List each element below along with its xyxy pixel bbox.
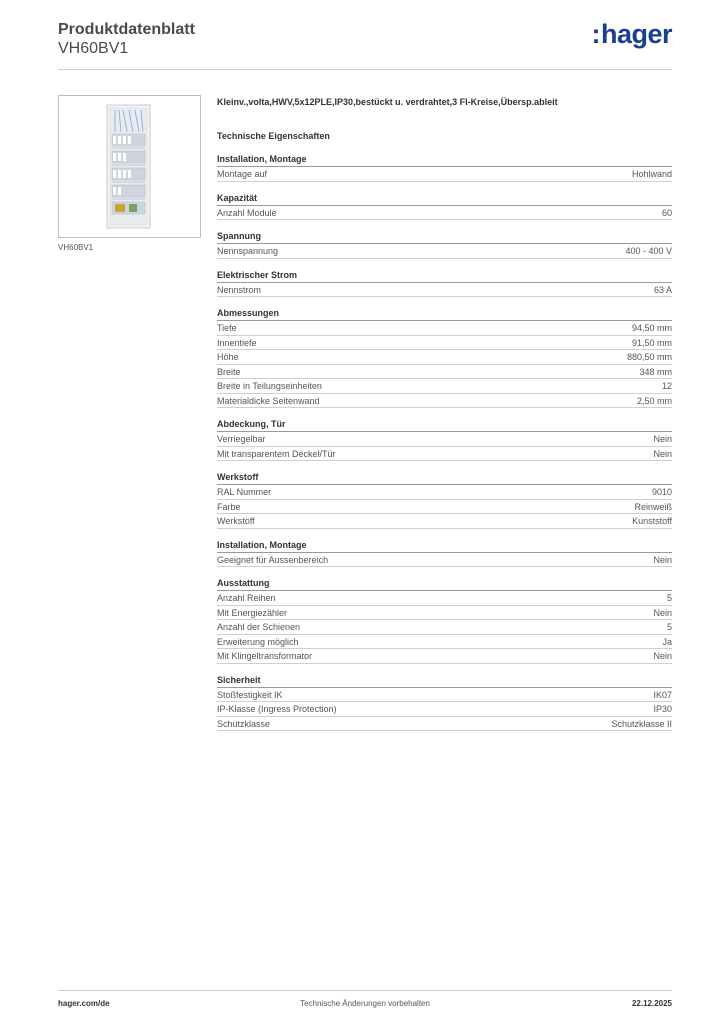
property-row xyxy=(217,500,672,515)
property-value: 12 xyxy=(661,381,672,391)
property-label: Nennstrom xyxy=(217,284,262,295)
logo-text: hager xyxy=(600,19,672,49)
property-label: Mit transparentem Deckel/Tür xyxy=(217,448,336,459)
group-title: Sicherheit xyxy=(217,674,672,688)
property-group xyxy=(217,471,672,529)
property-value: 2,50 mm xyxy=(636,395,672,406)
property-group xyxy=(217,539,672,568)
property-label: Schutzklasse xyxy=(217,718,271,729)
property-label: Verriegelbar xyxy=(217,434,266,444)
section-heading: Technische Eigenschaften xyxy=(217,131,330,141)
product-description: Kleinv.,volta,HWV,5x12PLE,IP30,bestückt u. verdrahtet,3 FI-Kreise,Übersp.ableit xyxy=(217,97,558,107)
property-row xyxy=(217,553,672,568)
property-value: Nein xyxy=(653,607,672,618)
property-label: Mit Klingeltransformator xyxy=(217,651,313,661)
group-title: Elektrischer Strom xyxy=(217,269,672,283)
property-row xyxy=(217,206,672,221)
page-footer xyxy=(58,990,672,1011)
property-label: Erweiterung möglich xyxy=(217,636,299,647)
property-label: Höhe xyxy=(217,352,239,362)
page-header xyxy=(58,21,672,70)
group-title: Abdeckung, Tür xyxy=(217,418,672,432)
property-label: Anzahl Reihen xyxy=(217,593,276,603)
property-value: Ja xyxy=(662,636,672,647)
property-row xyxy=(217,514,672,529)
property-value: Reinweiß xyxy=(634,501,672,512)
property-value: IK07 xyxy=(653,689,672,700)
property-label: Mit Energiezähler xyxy=(217,607,288,618)
property-label: Anzahl der Schienen xyxy=(217,622,301,632)
property-row xyxy=(217,167,672,182)
property-row xyxy=(217,379,672,394)
property-label: Nennspannung xyxy=(217,246,279,256)
property-value: 9010 xyxy=(651,487,672,497)
property-value: 94,50 mm xyxy=(631,323,672,333)
property-label: Montage auf xyxy=(217,169,268,179)
property-label: Geeignet für Aussenbereich xyxy=(217,554,329,565)
property-group xyxy=(217,577,672,664)
group-title: Kapazität xyxy=(217,192,672,206)
property-row xyxy=(217,283,672,298)
hager-logo: :hager xyxy=(591,19,672,49)
property-group xyxy=(217,230,672,259)
property-label: Tiefe xyxy=(217,323,237,333)
property-group xyxy=(217,418,672,461)
property-value: Nein xyxy=(653,554,672,565)
property-label: Farbe xyxy=(217,501,241,512)
product-image xyxy=(58,95,201,238)
property-value: 400 - 400 V xyxy=(625,246,672,256)
distribution-board-illustration xyxy=(59,96,200,237)
property-row xyxy=(217,394,672,409)
property-group xyxy=(217,674,672,732)
property-value: 880,50 mm xyxy=(626,352,672,362)
property-row xyxy=(217,591,672,606)
property-value: 5 xyxy=(666,622,672,632)
property-label: Breite in Teilungseinheiten xyxy=(217,381,322,391)
property-row xyxy=(217,365,672,380)
image-caption: VH60BV1 xyxy=(58,243,94,252)
property-row xyxy=(217,350,672,365)
property-value: Nein xyxy=(653,651,672,661)
property-row xyxy=(217,485,672,500)
property-value: 5 xyxy=(666,593,672,603)
property-label: RAL Nummer xyxy=(217,487,272,497)
property-row xyxy=(217,635,672,650)
property-label: IP-Klasse (Ingress Protection) xyxy=(217,704,337,714)
property-label: Werkstoff xyxy=(217,516,255,526)
property-value: 60 xyxy=(661,207,672,218)
property-group xyxy=(217,269,672,298)
property-value: IP30 xyxy=(653,704,672,714)
property-value: Kunststoff xyxy=(632,516,672,526)
property-row xyxy=(217,606,672,621)
footer-notice: Technische Änderungen vorbehalten xyxy=(300,999,430,1008)
property-label: Innentiefe xyxy=(217,337,257,348)
property-label: Anzahl Module xyxy=(217,207,277,218)
property-row xyxy=(217,620,672,635)
group-title: Werkstoff xyxy=(217,471,672,485)
property-label: Breite xyxy=(217,366,241,377)
group-title: Abmessungen xyxy=(217,307,672,321)
property-row xyxy=(217,702,672,717)
property-row xyxy=(217,717,672,732)
property-row xyxy=(217,244,672,259)
property-value: 63 A xyxy=(653,284,672,295)
product-code: VH60BV1 xyxy=(58,40,129,57)
property-value: 91,50 mm xyxy=(631,337,672,348)
property-group xyxy=(217,307,672,408)
footer-website: hager.com/de xyxy=(58,999,110,1008)
property-value: Hohlwand xyxy=(631,169,672,179)
property-row xyxy=(217,336,672,351)
group-title: Installation, Montage xyxy=(217,539,672,553)
product-details xyxy=(217,95,672,731)
group-title: Ausstattung xyxy=(217,577,672,591)
property-row xyxy=(217,688,672,703)
property-value: Nein xyxy=(653,448,672,459)
group-title: Installation, Montage xyxy=(217,153,672,167)
property-value: Schutzklasse II xyxy=(611,718,672,729)
footer-date: 22.12.2025 xyxy=(631,999,672,1008)
property-value: 348 mm xyxy=(639,366,672,377)
property-row xyxy=(217,321,672,336)
property-row xyxy=(217,432,672,447)
property-row xyxy=(217,649,672,664)
property-label: Stoßfestigkeit IK xyxy=(217,689,283,700)
group-title: Spannung xyxy=(217,230,672,244)
property-row xyxy=(217,447,672,462)
property-groups xyxy=(217,153,672,731)
property-label: Materialdicke Seitenwand xyxy=(217,395,320,406)
document-title: Produktdatenblatt xyxy=(58,21,195,38)
property-group xyxy=(217,153,672,182)
property-value: Nein xyxy=(653,434,672,444)
property-group xyxy=(217,192,672,221)
